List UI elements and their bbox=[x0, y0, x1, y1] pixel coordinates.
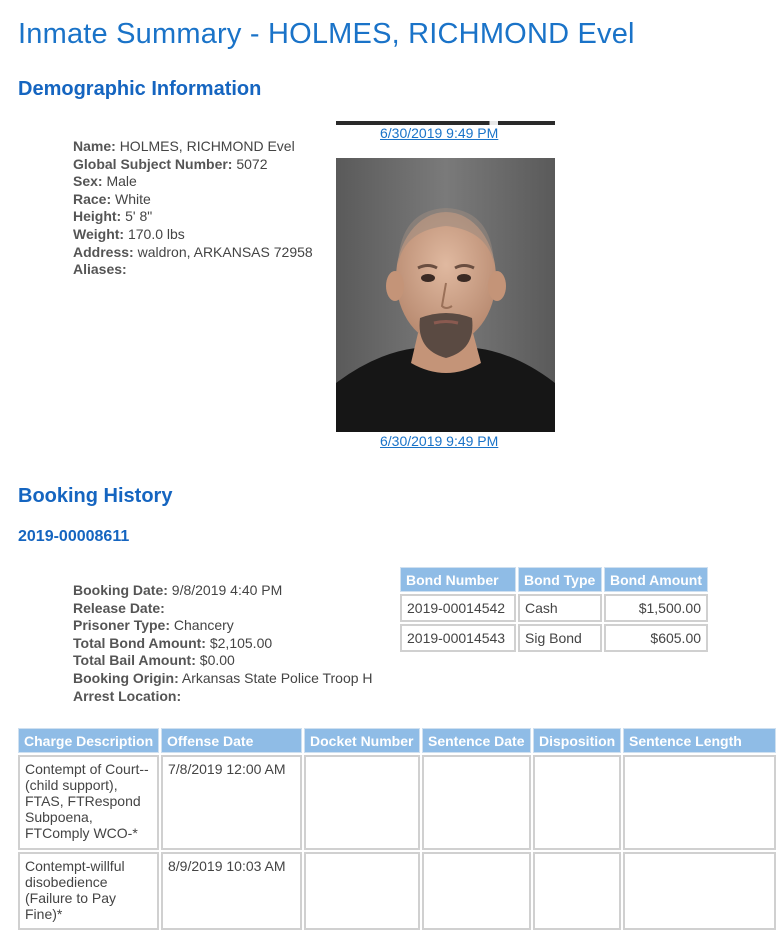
table-row: 2019-00014542 Cash $1,500.00 bbox=[400, 594, 708, 622]
page-title: Inmate Summary - HOLMES, RICHMOND Evel bbox=[18, 18, 635, 50]
table-row: Contempt-willful disobedience (Failure to Pay Fine)* 8/9/2019 10:03 AM bbox=[18, 852, 776, 930]
booking-number: 2019-00008611 bbox=[18, 528, 130, 545]
booking-fields bbox=[73, 582, 373, 705]
bond-table bbox=[398, 565, 710, 654]
field-prisoner-type: Prisoner Type: Chancery bbox=[73, 617, 234, 634]
bond-table-header bbox=[400, 567, 708, 592]
demographic-heading: Demographic Information bbox=[18, 78, 262, 100]
docket-number-header: Docket Number bbox=[304, 728, 420, 753]
table-row: Contempt of Court--(child support), FTAS, FTRespond Subpoena, FTComply WCO-* 7/8/2019 12:00 AM bbox=[18, 755, 776, 850]
charge-table-container bbox=[16, 726, 742, 950]
offense-date-header: Offense Date bbox=[161, 728, 302, 753]
sentence-length-header: Sentence Length bbox=[623, 728, 776, 753]
bond-number-header: Bond Number bbox=[400, 567, 516, 592]
mugshot-image bbox=[336, 158, 555, 432]
charge-table bbox=[16, 726, 778, 932]
field-arrest-location: Arrest Location: bbox=[73, 687, 182, 704]
bond-type-header: Bond Type bbox=[518, 567, 602, 592]
charge-description-header: Charge Description bbox=[18, 728, 159, 753]
field-booking-origin: Booking Origin: Arkansas State Police Troop H bbox=[73, 669, 373, 686]
field-total-bail-amount: Total Bail Amount: $0.00 bbox=[73, 652, 235, 669]
disposition-header: Disposition bbox=[533, 728, 621, 753]
demographic-fields bbox=[73, 138, 313, 279]
photo-caption-link-1[interactable]: 6/30/2019 9:49 PM bbox=[380, 125, 499, 141]
field-release-date: Release Date: bbox=[73, 599, 165, 616]
photo-caption-link-2[interactable]: 6/30/2019 9:49 PM bbox=[380, 433, 499, 449]
charge-table-header bbox=[18, 728, 776, 753]
field-name: Name: HOLMES, RICHMOND Evel bbox=[73, 138, 295, 154]
field-sex: Sex: Male bbox=[73, 173, 137, 190]
field-height: Height: 5' 8" bbox=[73, 208, 153, 225]
sentence-date-header: Sentence Date bbox=[422, 728, 531, 753]
field-global-subject-number: Global Subject Number: 5072 bbox=[73, 155, 268, 172]
field-race: Race: White bbox=[73, 190, 151, 207]
mugshot-photo[interactable] bbox=[336, 158, 555, 432]
bond-amount-header: Bond Amount bbox=[604, 567, 708, 592]
table-row: 2019-00014543 Sig Bond $605.00 bbox=[400, 624, 708, 652]
field-aliases: Aliases: bbox=[73, 261, 127, 278]
field-booking-date: Booking Date: 9/8/2019 4:40 PM bbox=[73, 582, 283, 598]
field-weight: Weight: 170.0 lbs bbox=[73, 225, 185, 242]
field-address: Address: waldron, ARKANSAS 72958 bbox=[73, 243, 313, 260]
booking-history-heading: Booking History bbox=[18, 485, 173, 507]
field-total-bond-amount: Total Bond Amount: $2,105.00 bbox=[73, 634, 273, 651]
